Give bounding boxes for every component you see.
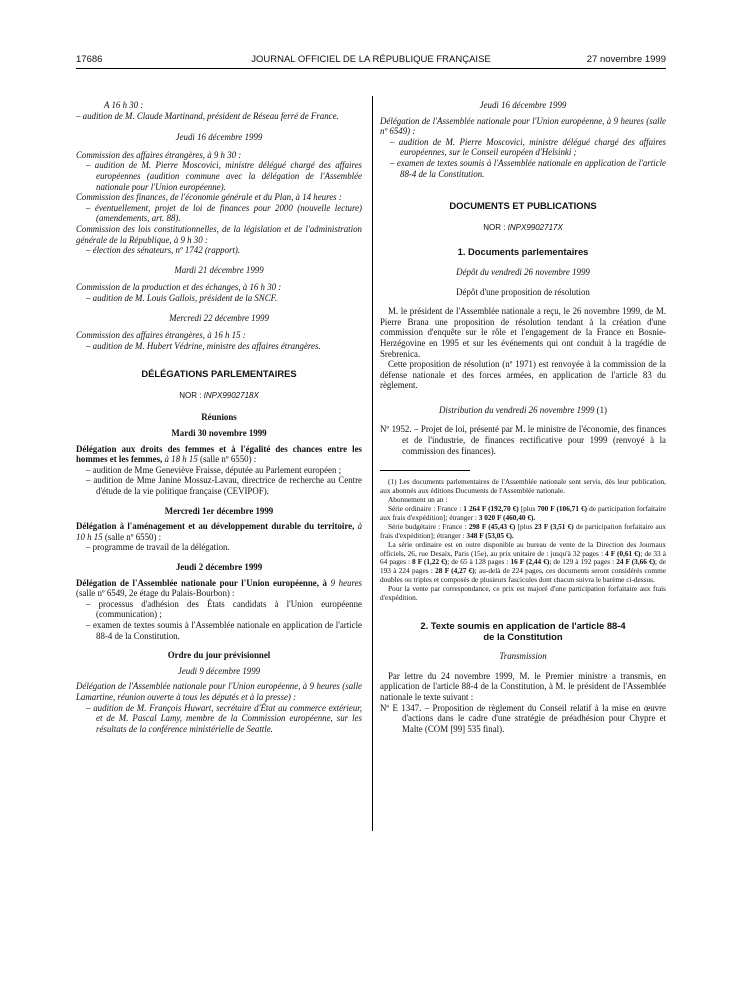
date-heading: Mardi 21 décembre 1999	[174, 264, 264, 275]
commission-line: Commission de la production et des échanges, à 16 h 30 :	[76, 282, 282, 293]
date-heading: Jeudi 9 décembre 1999	[177, 665, 261, 676]
subsection-title: Réunions	[201, 412, 237, 423]
date-heading: Dépôt du vendredi 26 novembre 1999	[456, 266, 590, 277]
agenda-item: – audition de M. Pierre Moscovici, ministre délégué chargé des affaires européennes (audition commune avec la délégation de l'Assemblée nationale pour l'Union européenne).	[86, 160, 362, 192]
subsection-title: Ordre du jour prévisionnel	[167, 650, 271, 661]
delegation-line: Délégation de l'Assemblée nationale pour l'Union européenne, à 9 heures (salle nº 6549) :	[380, 115, 666, 137]
section-title: DÉLÉGATIONS PARLEMENTAIRES	[141, 368, 297, 380]
page-number: 17686	[76, 54, 103, 65]
header-rule	[76, 68, 666, 69]
delegation-line: Délégation de l'Assemblée nationale pour l'Union européenne, à 9 heures (salle Lamartine, réunion ouverte à tous les députés et à la presse) :	[76, 681, 362, 702]
date-heading: Jeudi 2 décembre 1999	[175, 562, 263, 572]
agenda-item: – examen de textes soumis à l'Assemblée nationale en application de l'article 88-4 de la Constitution.	[86, 619, 362, 641]
delegation-line: Délégation aux droits des femmes et à l'égalité des chances entre les hommes et les femmes, à 18 h 15 (salle nº 6550) :	[76, 443, 362, 465]
footnote-line: Abonnement un an :	[388, 495, 448, 505]
nor-reference: NOR : INPX9902718X	[179, 390, 259, 400]
time-line: A 16 h 30 :	[104, 100, 144, 110]
journal-title: JOURNAL OFFICIEL DE LA RÉPUBLIQUE FRANÇAISE	[251, 54, 491, 65]
delegation-line: Délégation de l'Assemblée nationale pour l'Union européenne, à 9 heures (salle nº 6549, 2e étage du Palais-Bourbon) :	[76, 577, 362, 599]
document-item: Nº E 1347. – Proposition de règlement du Conseil relatif à la mise en œuvre d'actions dans le cadre d'une stratégie de préadhésion pour Chypre et Malte (COM [99] 535 final).	[380, 702, 666, 734]
date-heading: Mercredi 1er décembre 1999	[164, 505, 274, 516]
agenda-item: – audition de M. Louis Gallois, président de la SNCF.	[86, 292, 278, 303]
agenda-item: – éventuellement, projet de loi de finances pour 2000 (nouvelle lecture) (amendements, art. 88).	[86, 202, 362, 224]
footnote-line: Série budgétaire : France : 298 F (45,43 €) [plus 23 F (3,51 €) de participation forfaitaire aux frais d'expédition]; étranger : 348 F (53,05 €).	[380, 521, 666, 540]
column-divider	[372, 96, 373, 831]
body-paragraph: Par lettre du 24 novembre 1999, M. le Premier ministre a transmis, en application de l'article 88-4 de la Constitution, à M. le président de l'Assemblée nationale le texte suivant :	[380, 670, 666, 702]
date-heading: Distribution du vendredi 26 novembre 1999 (1)	[439, 404, 607, 415]
agenda-item: – audition de Mme Janine Mossuz-Lavau, directrice de recherche au Centre d'étude de la vie politique française (CEVIPOF).	[86, 475, 362, 497]
date-heading: Jeudi 16 décembre 1999	[479, 100, 567, 110]
nor-reference: NOR : INPX9902717X	[483, 222, 563, 232]
issue-date: 27 novembre 1999	[586, 54, 666, 65]
commission-line: Commission des lois constitutionnelles, de la législation et de l'administration générale de la République, à 9 h 30 :	[76, 223, 362, 245]
body-paragraph: Cette proposition de résolution (nº 1971) est renvoyée à la commission de la défense nationale et des forces armées, en application de l'article 83 du règlement.	[380, 359, 666, 391]
subsection-title-line2: de la Constitution	[483, 630, 563, 642]
agenda-item: – processus d'adhésion des États candidats à l'Union européenne (communication) ;	[86, 598, 362, 620]
date-heading: Mercredi 22 décembre 1999	[169, 312, 269, 323]
footnote-line: Série ordinaire : France : 1 264 F (192,70 €) [plus 700 F (106,71 €) de participation forfaitaire aux frais d'expédition]; étranger : 3 020 F (460,40 €).	[380, 503, 667, 522]
commission-line: Commission des finances, de l'économie générale et du Plan, à 14 heures :	[76, 192, 342, 203]
agenda-item: – audition de M. François Huwart, secrétaire d'État au commerce extérieur, et de M. Pascal Lamy, membre de la Commission européenne, sur les résultats de la conférence ministérielle de Seattle.	[86, 702, 362, 734]
subheading: Transmission	[499, 651, 547, 662]
agenda-item: – examen de textes soumis à l'Assemblée nationale en application de l'article 88-4 de la Constitution.	[390, 157, 666, 179]
agenda-item: – audition de Mme Geneviève Fraisse, députée au Parlement européen ;	[86, 464, 342, 475]
commission-line: Commission des affaires étrangères, à 16 h 15 :	[76, 330, 246, 341]
delegation-line: Délégation à l'aménagement et au développement durable du territoire, à 10 h 15 (salle nº 6550) :	[76, 521, 362, 542]
agenda-item: – élection des sénateurs, nº 1742 (rapport).	[86, 245, 241, 256]
document-item: Nº 1952. – Projet de loi, présenté par M. le ministre de l'économie, des finances et de l'industrie, de finances rectificative pour 1999 (renvoyé à la commission des finances).	[380, 424, 666, 456]
subsection-title: 2. Texte soumis en application de l'article 88-4	[420, 619, 626, 631]
footnote-line: La série ordinaire est en outre disponible au bureau de vente de la Direction des Journaux officiels, 26, rue Desaix, Paris (15e), au prix unitaire de : jusqu'à 32 pages : 4 F (0,61 €); de 33 à 64 pages : 8 F (1,22 €); de 65 à 128 pages : 16 F (2,44 €); de 129 à 192 pages : 24 F (3,66 €); de 193 à 224 pages : 28 F (4,27 €); au-delà de 224 pages, ces documents seront considérés comme doubles ou triples et composés de plusieurs fascicules dont chacun suivra le barème ci-dessus.	[380, 539, 667, 585]
footnote: (1) Les documents parlementaires de l'Assemblée nationale sont servis, dès leur publication, aux abonnés aux éditions Documents de l'Assemblée nationale.	[380, 477, 666, 496]
commission-line: Commission des affaires étrangères, à 9 h 30 :	[76, 149, 242, 160]
agenda-item: – audition de M. Hubert Védrine, ministre des affaires étrangères.	[86, 340, 321, 351]
agenda-item: – audition de M. Claude Martinand, président de Réseau ferré de France.	[76, 110, 339, 121]
date-heading: Mardi 30 novembre 1999	[171, 428, 267, 439]
subheading: Dépôt d'une proposition de résolution	[456, 286, 590, 297]
body-paragraph: M. le président de l'Assemblée nationale a reçu, le 26 novembre 1999, de M. Pierre Brana une proposition de résolution tendant à la création d'une commission d'enquête sur le rôle et l'engagement de la France en Bosnie-Herzégovine en 1995 et sur les événements qui ont conduit à la tragédie de Srebrenica.	[380, 306, 666, 359]
date-heading: Jeudi 16 décembre 1999	[175, 132, 263, 143]
right-column	[380, 100, 666, 734]
page-header	[76, 54, 666, 68]
section-title: DOCUMENTS ET PUBLICATIONS	[449, 200, 597, 212]
agenda-item: – programme de travail de la délégation.	[86, 542, 230, 553]
agenda-item: – audition de M. Pierre Moscovici, ministre délégué chargé des affaires européennes, sur le Conseil européen d'Helsinki ;	[390, 136, 666, 158]
footnote-line: Pour la vente par correspondance, ce prix est majoré d'une participation forfaitaire aux frais d'expédition.	[380, 584, 666, 603]
subsection-title: 1. Documents parlementaires	[457, 246, 589, 258]
left-column	[76, 100, 362, 734]
